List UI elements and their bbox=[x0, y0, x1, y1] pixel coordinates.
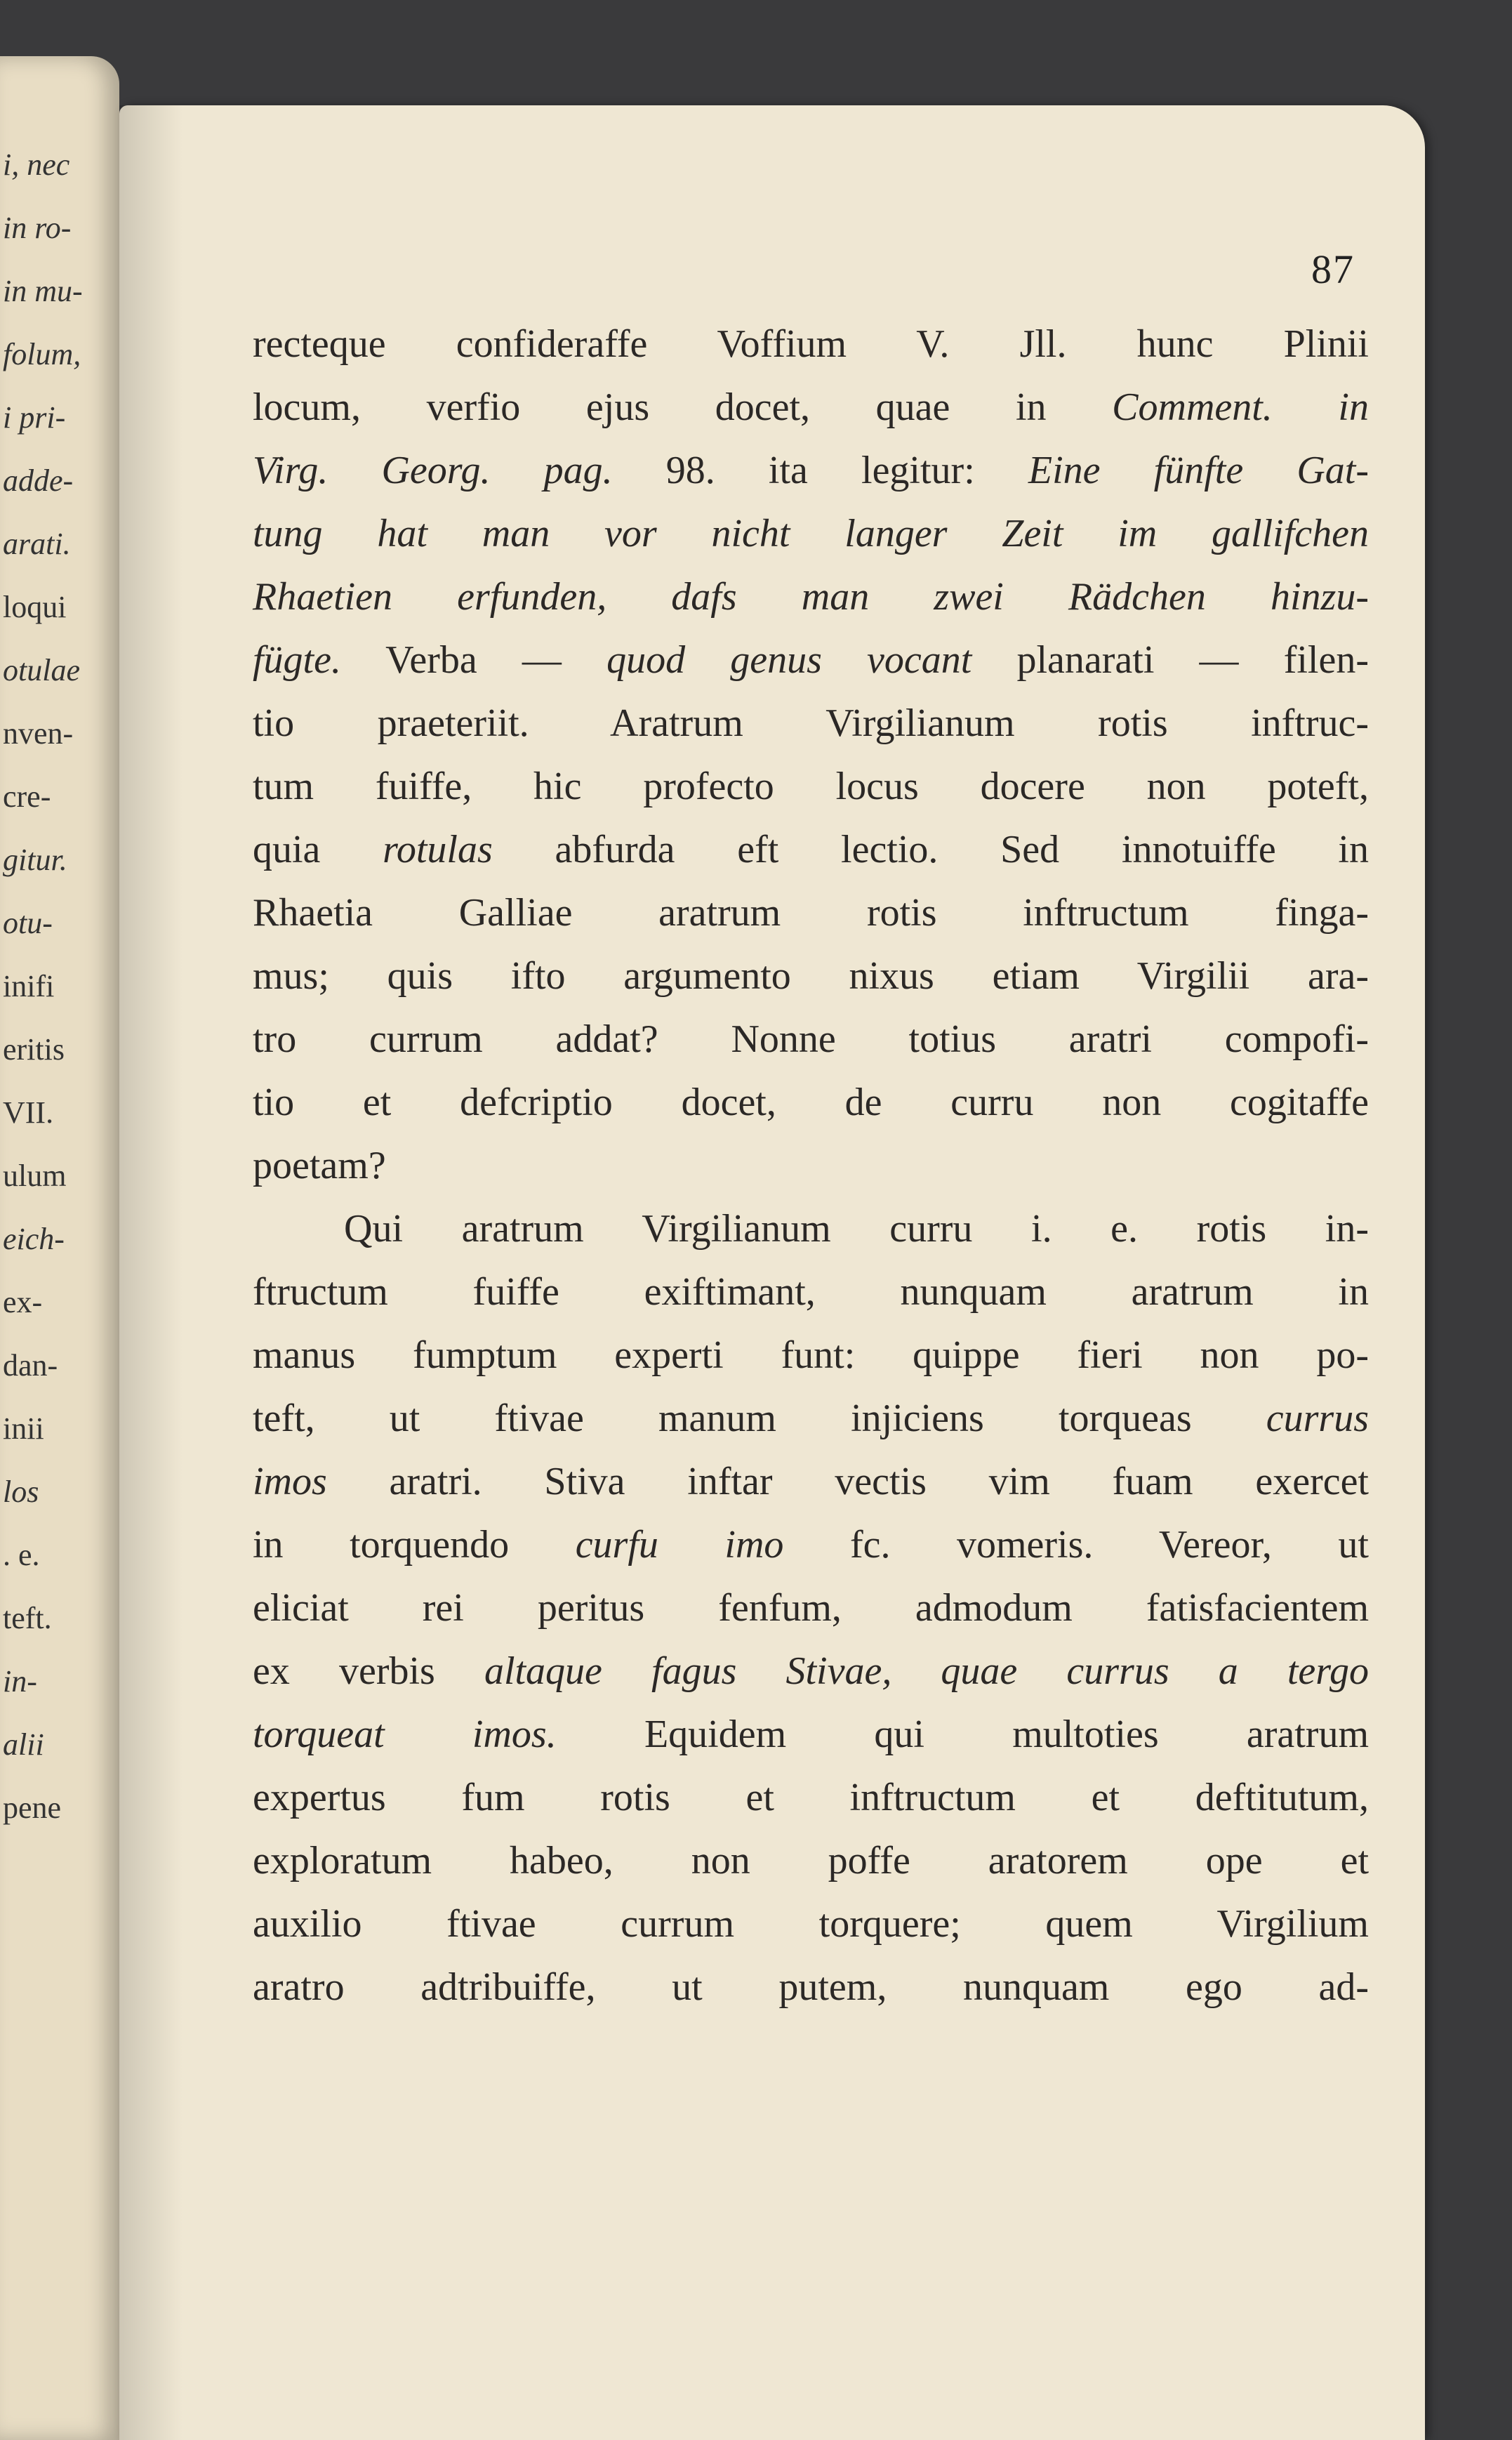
text-run-italic: tung hat man vor nicht langer Zeit im gallifchen bbox=[253, 512, 1369, 555]
text-line bbox=[253, 319, 1369, 369]
left-margin-line: adde- bbox=[3, 463, 74, 498]
left-margin-line: arati. bbox=[3, 527, 71, 561]
text-run: locum, verfio ejus docet, quae in bbox=[253, 385, 1113, 429]
text-line bbox=[253, 888, 1369, 937]
text-run: quia bbox=[253, 828, 383, 871]
text-line bbox=[253, 1267, 1369, 1317]
text-line bbox=[253, 1583, 1369, 1633]
text-run: in torquendo bbox=[253, 1523, 576, 1567]
text-run-italic: curfu imo bbox=[575, 1523, 784, 1567]
text-line bbox=[253, 1963, 1369, 2012]
left-margin-line: . e. bbox=[3, 1538, 40, 1572]
text-run-italic: rotulas bbox=[383, 828, 493, 871]
text-run: exploratum habeo, non poffe aratorem ope et bbox=[253, 1839, 1369, 1882]
left-page-edge bbox=[0, 56, 119, 2440]
text-run: manus fumptum experti funt: quippe fieri non po- bbox=[253, 1333, 1369, 1377]
left-margin-line: i pri- bbox=[3, 400, 66, 435]
text-run: planarati bbox=[971, 638, 1155, 682]
text-line bbox=[253, 825, 1369, 874]
text-run: recteque confideraffe Voffium V. Jll. hunc Plinii bbox=[253, 322, 1369, 366]
text-run: aratro adtribuiffe, ut putem, nunquam ego ad- bbox=[253, 1965, 1369, 2009]
text-run: poetam? bbox=[253, 1144, 386, 1187]
text-line bbox=[253, 1394, 1369, 1443]
text-run: mus; quis ifto argumento nixus etiam Virgilii ara- bbox=[253, 954, 1369, 998]
text-line bbox=[253, 762, 1369, 811]
left-margin-line: otulae bbox=[3, 653, 80, 687]
text-line bbox=[253, 572, 1369, 621]
text-run: abfurda eft lectio. Sed innotuiffe in bbox=[492, 828, 1369, 871]
left-margin-line: pene bbox=[3, 1791, 62, 1825]
text-run-italic: Comment. in bbox=[1112, 385, 1369, 429]
text-line bbox=[253, 446, 1369, 495]
text-line bbox=[253, 383, 1369, 432]
text-run: expertus fum rotis et inftructum et deftitutum, bbox=[253, 1776, 1369, 1819]
text-run-italic: altaque fagus Stivae, quae currus a tergo bbox=[484, 1649, 1369, 1693]
left-margin-line: ex- bbox=[3, 1285, 43, 1319]
text-run: Qui aratrum Virgilianum curru i. e. rotis in- bbox=[344, 1207, 1369, 1251]
text-run: eliciat rei peritus fenfum, admodum fatisfacientem bbox=[253, 1586, 1369, 1630]
text-run: teft, ut ftivae manum injiciens torqueas bbox=[253, 1397, 1266, 1440]
left-margin-line: VII. bbox=[3, 1095, 54, 1130]
text-line bbox=[253, 1647, 1369, 1696]
text-run-italic: fügte. bbox=[253, 638, 341, 682]
text-line bbox=[253, 1457, 1369, 1506]
text-run: — filen- bbox=[1154, 638, 1369, 682]
text-run-italic: Eine fünfte Gat- bbox=[1028, 449, 1369, 492]
text-run: Equidem qui multoties aratrum bbox=[556, 1713, 1370, 1756]
left-margin-line: teft. bbox=[3, 1601, 52, 1635]
left-margin-line: ulum bbox=[3, 1159, 67, 1193]
left-margin-line: inii bbox=[3, 1411, 44, 1446]
text-line bbox=[253, 1078, 1369, 1127]
text-line bbox=[253, 509, 1369, 558]
left-margin-line: eritis bbox=[3, 1032, 65, 1067]
text-line bbox=[253, 951, 1369, 1001]
text-run-italic: Rhaetien erfunden, dafs man zwei Rädchen hinzu- bbox=[253, 575, 1369, 619]
left-margin-line: gitur. bbox=[3, 843, 67, 877]
text-line bbox=[253, 1204, 1369, 1253]
text-line bbox=[253, 1710, 1369, 1759]
left-margin-line: dan- bbox=[3, 1348, 58, 1383]
text-run-italic: currus bbox=[1266, 1397, 1369, 1440]
text-run: Rhaetia Galliae aratrum rotis inftructum finga- bbox=[253, 891, 1369, 935]
text-run: auxilio ftivae currum torquere; quem Virgilium bbox=[253, 1902, 1369, 1946]
text-run: ex verbis bbox=[253, 1649, 484, 1693]
left-margin-line: folum, bbox=[3, 337, 81, 371]
text-run-italic: imos bbox=[253, 1460, 327, 1503]
left-margin-line: alii bbox=[3, 1727, 44, 1762]
left-margin-line: loqui bbox=[3, 590, 67, 624]
left-margin-line: in mu- bbox=[3, 274, 83, 308]
left-margin-line: inifi bbox=[3, 969, 55, 1003]
text-line bbox=[253, 1836, 1369, 1885]
text-line bbox=[253, 635, 1369, 685]
text-line bbox=[253, 1015, 1369, 1064]
text-run: ftructum fuiffe exiftimant, nunquam aratrum in bbox=[253, 1270, 1369, 1314]
left-margin-line: i, nec bbox=[3, 147, 70, 182]
text-run: Verba — bbox=[340, 638, 607, 682]
text-run: tio praeteriit. Aratrum Virgilianum rotis inftruc- bbox=[253, 701, 1369, 745]
book-page bbox=[119, 105, 1425, 2440]
left-margin-line: otu- bbox=[3, 906, 53, 940]
text-run: tum fuiffe, hic profecto locus docere non poteft, bbox=[253, 765, 1369, 808]
text-line bbox=[253, 1773, 1369, 1822]
text-line bbox=[253, 1899, 1369, 1948]
text-run: 98. ita legitur: bbox=[612, 449, 1028, 492]
left-margin-line: nven- bbox=[3, 716, 74, 751]
left-margin-line: eich- bbox=[3, 1222, 65, 1256]
left-margin-line: in ro- bbox=[3, 211, 72, 245]
text-run-italic: torqueat imos. bbox=[253, 1713, 557, 1756]
text-line bbox=[253, 699, 1369, 748]
text-line bbox=[253, 1520, 1369, 1569]
left-margin-line: in- bbox=[3, 1664, 37, 1699]
text-run-italic: quod genus vocant bbox=[606, 638, 972, 682]
text-line bbox=[253, 1331, 1369, 1380]
text-run: tio et defcriptio docet, de curru non cogitaffe bbox=[253, 1081, 1369, 1124]
text-run: aratri. Stiva inftar vectis vim fuam exercet bbox=[326, 1460, 1369, 1503]
text-run-italic: Virg. Georg. pag. bbox=[253, 449, 613, 492]
page-number: 87 bbox=[1311, 246, 1355, 292]
text-run: fc. vomeris. Vereor, ut bbox=[783, 1523, 1369, 1567]
left-margin-line: los bbox=[3, 1475, 39, 1509]
text-run: tro currum addat? Nonne totius aratri compofi- bbox=[253, 1017, 1369, 1061]
left-margin-line: cre- bbox=[3, 779, 51, 814]
text-line bbox=[253, 1141, 1369, 1190]
